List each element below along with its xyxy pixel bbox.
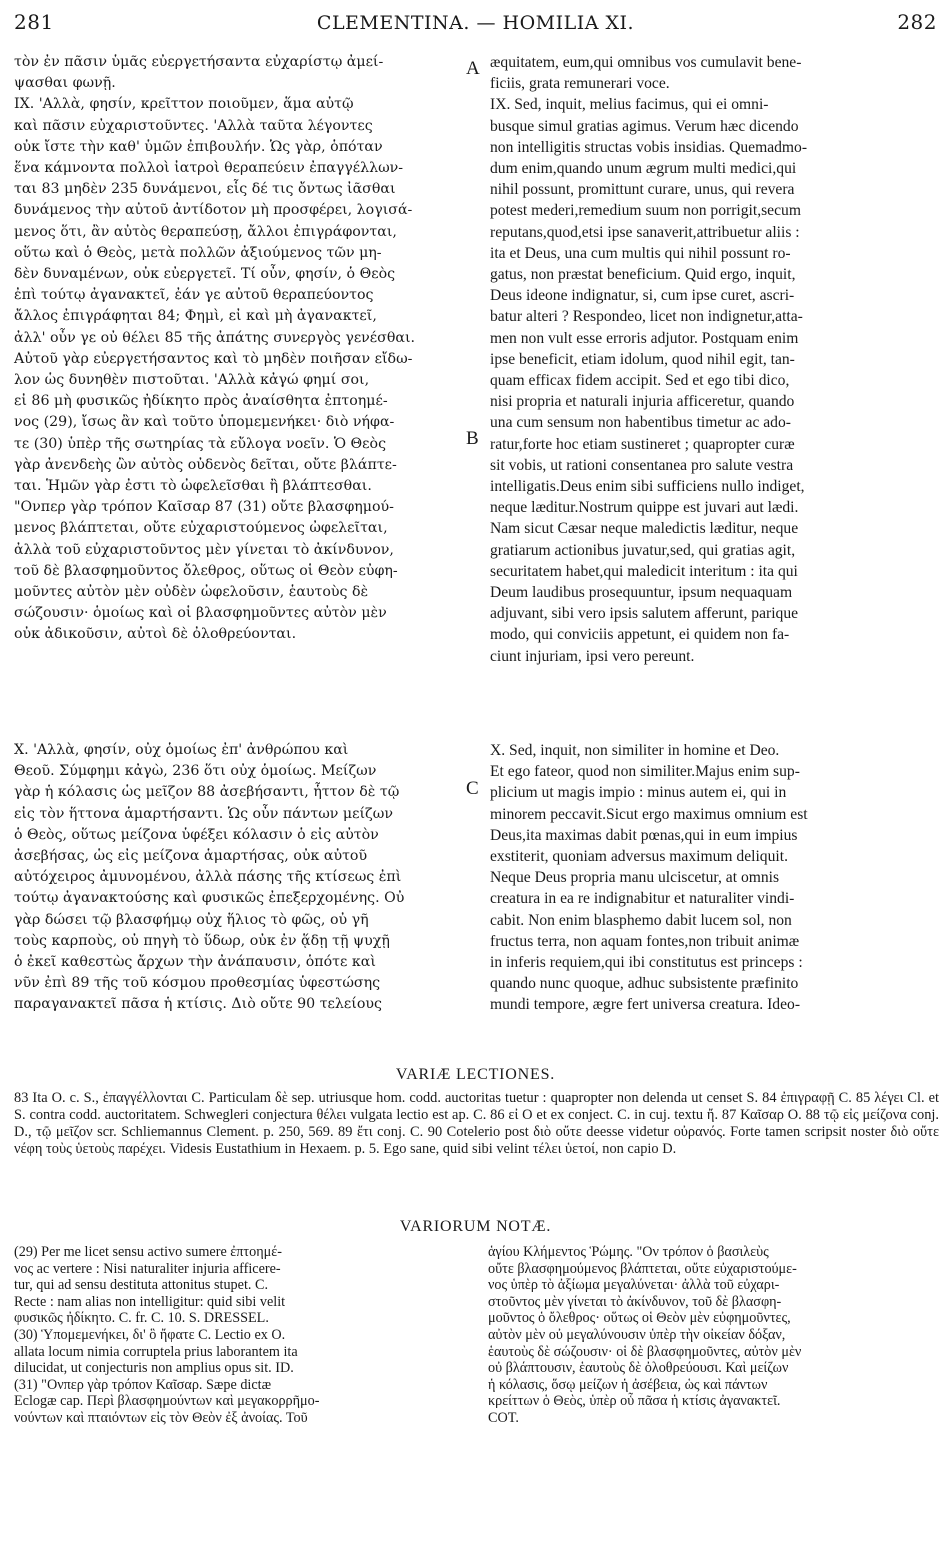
variae-lectiones-title: VARIÆ LECTIONES. [395, 1066, 556, 1083]
greek-column-top: τὸν ἐν πᾶσιν ὑμᾶς εὐεργετήσαντα εὐχαρίστῳ ἀμεί- ψασθαι φωνῇ. IX. 'Αλλὰ, φησίν, κρεῖττον ποιοῦμεν, ἅμα αὐτῷ καὶ πᾶσιν εὐχαριστοῦντες. 'Αλλὰ ταῦτα λέγοντες οὐκ ἴστε τὴν καθ' ὑμῶν ἐπιβουλήν. Ὡς γὰρ, ὁπόταν ἕνα κάμνοντα πολλοὶ ἰατροὶ θεραπεύειν ἐπαγγέλλων- ται 83 μηδὲν 235 δυνάμενοι, εἷς δέ τις ὄντως ἰᾶσθαι δυνάμενος τὴν αὐτοῦ ἀντίδοτον μὴ προσφέρει, λογισά- μενος ὅτι, ἂν αὐτὸς θεραπεύσῃ, ἄλλοι ἐπιγράφονται, οὕτω καὶ ὁ Θεὸς, μετὰ πολλῶν ἀξιούμενος τῶν μη- δὲν δυναμένων, οὐκ εὐεργετεῖ. Τί οὖν, φησίν, ὁ Θεὸς ἐπὶ τούτῳ ἀγανακτεῖ, ἐάν γε αὐτοῦ θεραπεύοντος ἄλλος ἐπιγράφηται 84; Φημὶ, εἰ καὶ μὴ ἀγανακτεῖ, ἀλλ' οὖν γε οὐ θέλει 85 τῆς ἀπάτης συνεργὸς γενέσθαι. Αὐτοῦ γὰρ εὐεργετήσαντος καὶ τὸ μηδὲν ποιῆσαν εἴδω- λον ὡς δυνηθὲν πιστοῦται. 'Αλλὰ κἀγώ φημί σοι, εἰ 86 μὴ φυσικῶς ἠδίκητο πρὸς ἀναίσθητα ἐπτοημέ- νος (29), ἴσως ἂν καὶ τοῦτο ὑπομεμενήκει· διὸ νήφα- τε (30) ὑπὲρ τῆς σωτηρίας τὰ εὔλογα νοεῖν. Ὁ Θεὸς γὰρ ἀνενδεὴς ὢν αὐτὸς οὐδενὸς δεῖται, οὔτε βλάπτε- ται. Ἡμῶν γὰρ ἐστι τὸ ὠφελεῖσθαι ἢ βλάπτεσθαι. "Ονπερ γὰρ τρόπον Καῖσαρ 87 (31) οὔτε βλασφημού- μενος βλάπτεται, οὔτε εὐχαριστούμενος ὠφελεῖται, ἀλλὰ τοῦ εὐχαριστοῦντος μὲν γίνεται τὸ ἀκίνδυνον, τοῦ δὲ βλασφημοῦντος ὄλεθρος, οὕτως οἱ Θεὸν εὐφη- μοῦντες αὐτὸν μὲν οὐδὲν ὠφελοῦσιν, ἑαυτοὺς δὲ σώζουσιν· ὁμοίως καὶ οἱ βλασφημοῦντες αὐτὸν μὲν οὐκ ἀδικοῦσιν, αὐτοὶ δὲ ὀλοθρεύονται. [14, 54, 416, 643]
margin-marker-c: C [466, 778, 479, 799]
margin-marker-b: B [466, 428, 479, 449]
page-number-right: 282 [897, 10, 937, 34]
page-header [14, 10, 937, 40]
margin-marker-a: A [466, 58, 480, 79]
running-title: CLEMENTINA. — HOMILIA XI. [316, 12, 635, 34]
latin-column-top: æquitatem, eum,qui omnibus vos cumulavit bene- ficiis, grata remunerari voce. IX. Sed, inquit, melius facimus, qui ei omni- busque simul gratias agimus. Verum hæc dicendo non intelligitis structas vobis insidias. Quemadmo- dum enim,quando unum ægrum multi medici,qui nihil possunt, promittunt curare, unus, qui revera potest mederi,remedium suum non porrigit,secum reputans,quod,etsi ipse sanaverit,attribuetur aliis : ita et Deus, una cum multis qui nihil possunt ro- gatus, non præstat beneficium. Quid ergo, inquit, Deus ideone indignatur, si, cum ipse curet, ascri- batur alteri ? Respondeo, licet non indignetur,atta- men non vult esse erroris adjutor. Postquam enim ipse beneficit, etiam idolum, quod nihil egit, tan- quam efficax fidem accipit. Sed et ego tibi dico, nisi propria et naturali injuria afficeretur, quando una cum sensum non habentibus timetur ac ado- ratur,forte hoc etiam sustineret ; quapropter curæ sit vobis, ut rationi consentanea pro salute vestra intelligatis.Deus enim sibi sufficiens nullo indiget, neque læditur.Nostrum quippe est juvari aut lædi. Nam sicut Cæsar neque maledictis læditur, neque gratiarum actionibus juvatur,sed, qui gratias agit, securitatem habet,qui maledicit interitum : ita qui Deum laudibus prosequuntur, ipsum nequaquam adjuvant, sibi vero ipsis salutem afferunt, parique modo, qui conviciis appetunt, ei quidem non fa- ciunt injuriam, ipsi vero pereunt. [490, 54, 808, 665]
greek-column-bottom: X. 'Αλλὰ, φησίν, οὐχ ὁμοίως ἐπ' ἀνθρώπου καὶ Θεοῦ. Σύμφημι κἀγὼ, 236 ὅτι οὐχ ὁμοίως. Μείζων γὰρ ἡ κόλασις ὡς μεῖζον 88 ἀσεβήσαντι, ἧττον δὲ τῷ εἰς τὸν ἥττονα ἁμαρτήσαντι. Ὡς οὖν πάντων μείζων ὁ Θεὸς, οὕτως μείζονα ὑφέξει κόλασιν ὁ εἰς αὐτὸν ἀσεβήσας, ὡς εἰς μείζονα ἁμαρτήσας, οὐκ αὐτοῦ αὐτόχειρος ἀμυνομένου, ἀλλὰ πάσης τῆς κτίσεως ἐπὶ τούτῳ ἀγανακτούσης καὶ φυσικῶς ἐπεξερχομένης. Οὐ γὰρ δώσει τῷ βλασφήμῳ οὐχ ἥλιος τὸ φῶς, οὐ γῆ τοὺς καρποὺς, οὐ πηγὴ τὸ ὕδωρ, οὐκ ἐν ᾅδῃ τῇ ψυχῇ ὁ ἐκεῖ καθεστὼς ἄρχων τὴν ἀνάπαυσιν, ὁπότε καὶ νῦν ἐπὶ 89 τῆς τοῦ κόσμου προθεσμίας ὑφεστώσης παραγανακτεῖ πᾶσα ἡ κτίσις. Διὸ οὔτε 90 τελείους [14, 742, 405, 1013]
variorum-notae-title: VARIORUM NOTÆ. [399, 1218, 552, 1235]
notae-right-column: ἁγίου Κλήμεντος Ῥώμης. "Ον τρόπον ὁ βασιλεὺς οὔτε βλασφημούμενος βλάπτεται, οὔτε εὐχαριστούμε- νος ὑπὲρ τὸ ἀξίωμα μεγαλύνεται· ἀλλὰ τοῦ εὐχαρι- στοῦντος μὲν γίνεται τὸ ἀκίνδυνον, τοῦ δὲ βλασφη- μοῦντος ὁ ὄλεθρος· οὕτως οἱ Θεὸν μὲν εὐφημοῦντες, αὐτὸν μὲν οὐ μεγαλύνουσιν ὑπὲρ τὴν οἰκείαν δόξαν, ἑαυτοὺς δὲ σώζουσιν· οἱ δὲ βλασφημοῦντες, αὐτὸν μὲν οὐ βλάπτουσιν, ἑαυτοὺς δὲ ὀλοθρεύουσι. Καὶ μείζων ἡ κόλασις, ὅσῳ μείζων ἡ ἀσέβεια, ὡς καὶ πάντων κρείττων ὁ Θεὸς, ὑπὲρ οὗ πᾶσα ἡ κτίσις ἀγανακτεῖ. COT. [488, 1244, 802, 1426]
latin-column-bottom: X. Sed, inquit, non similiter in homine et Deo. Et ego fateor, quod non similiter.Majus enim sup- plicium ut magis impio : minus autem ei, qui in minorem peccavit.Sicut ergo maximus omnium est Deus,ita maximas dabit pœnas,qui in eum impius exstiterit, quoniam adversus maximum deliquit. Neque Deus propria manu ulciscetur, at omnis creatura in ea re indignabitur et naturaliter vindi- cabit. Non enim blasphemo dabit lucem sol, non fructus terra, non aquam fontes,non tribuit animæ in inferis requiem,qui ibi constitutus est princeps : quando nunc quoque, adhuc subsistente præfinito mundi tempore, ægre fert universa creatura. Ideo- [490, 742, 808, 1014]
notae-left-column: (29) Per me licet sensu activo sumere ἐπτοημέ- νος ac vertere : Nisi naturaliter injuria afficere- tur, qui ad sensu destituta attonitus stupet. C. Recte : nam alias non intelligitur: quid sibi velit φυσικῶς ἠδίκητο. C. fr. C. 10. S. DRESSEL. (30) Ὑπομεμενήκει, δι' ὃ ἤφατε C. Lectio ex O. allata locum nimia corruptela prius laborantem ita dilucidat, ut conjecturis non amplius opus sit. ID. (31) "Ονπερ γὰρ τρόπον Καῖσαρ. Sæpe dictæ Eclogæ cap. Περὶ βλασφημούντων καὶ μεγακορρῆμο- νούντων καὶ πταιόντων εἰς τὸν Θεὸν ἐξ ἀνοίας. Τοῦ [14, 1244, 320, 1426]
variae-lectiones-text: 83 Ita O. c. S., ἐπαγγέλλονται C. Particulam δὲ sep. utriusque hom. codd. auctoritas tuetur : quapropter non delenda ut censet S. 84 ἐπιγραφῇ C. 85 λέγει Cl. et S. contra codd. auctoritatem. Schwegleri conjectura θέλει vulgata lectio est ap. C. 86 εἰ O et ex conject. C. in cuj. textu ἤ. 87 Καῖσαρ O. 88 τῷ εἰς μείζονα conj. D., τῷ μεῖζον scr. Schliemannus Clement. p. 250, 569. 89 ἔτι conj. C. 90 Cotelerio post διὸ οὔτε deesse videtur οὐρανός. Forte tamen scripsit noster διὸ οὔτε νέφη τοὺς ὑετοὺς παρέχει. Videsis Eustathium in Hexaem. p. 5. Ego sane, quid sibi velint τέλει ὑετοί, non capio D. [14, 1090, 939, 1157]
page-number-left: 281 [14, 10, 54, 34]
